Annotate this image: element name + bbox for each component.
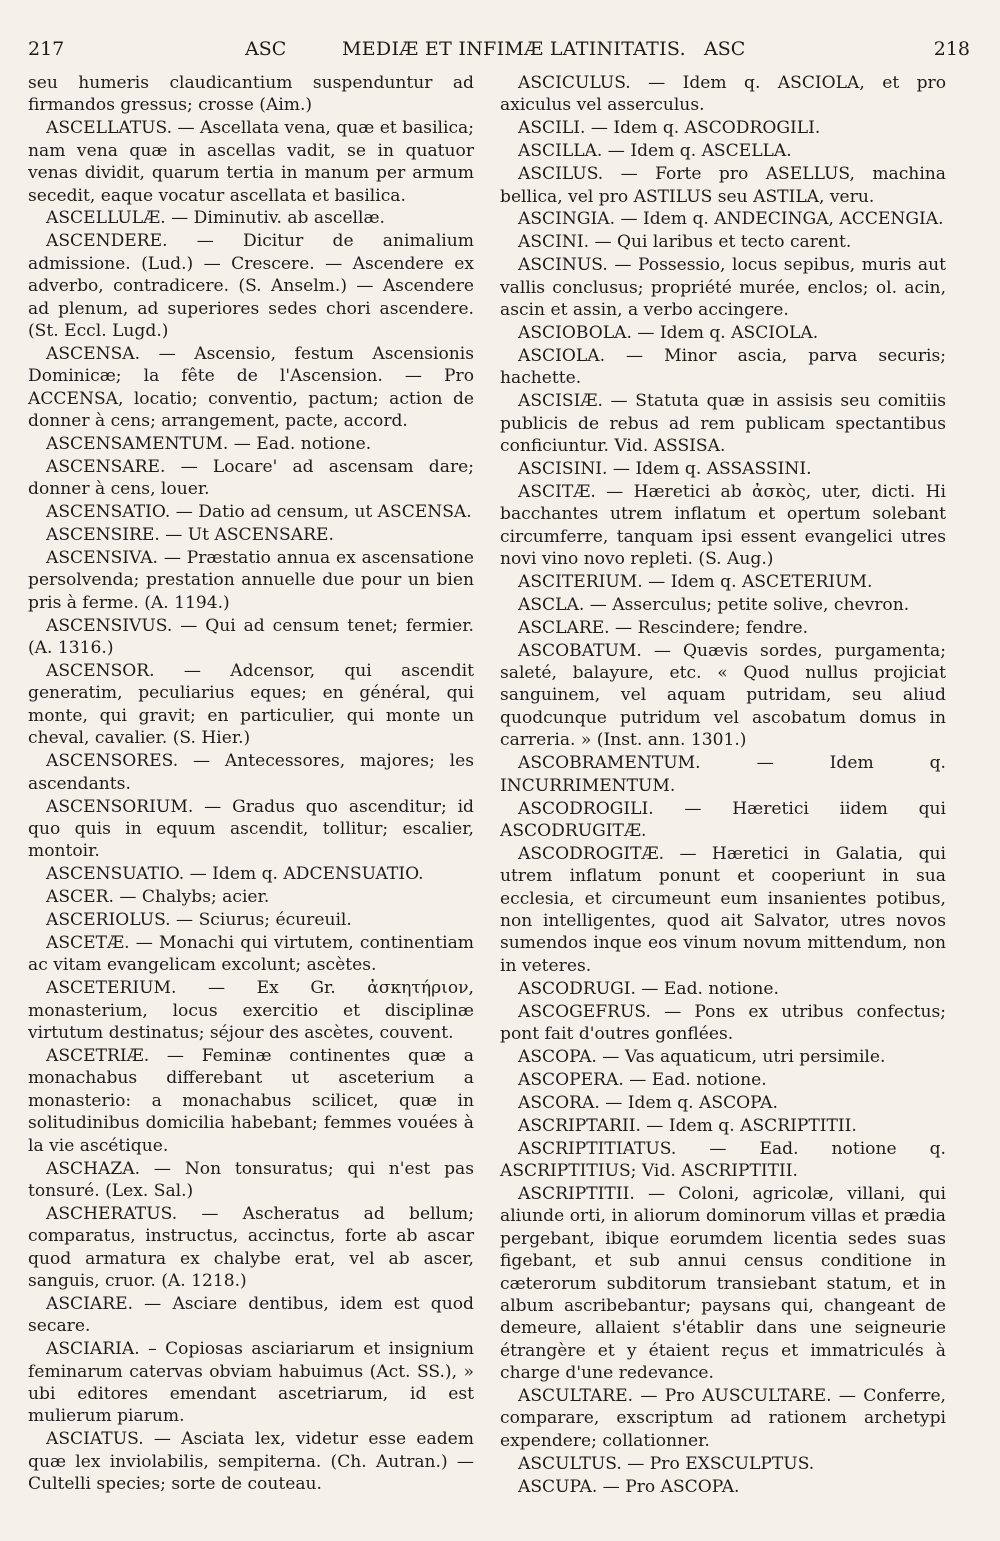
left-guide-word: ASC: [245, 38, 287, 60]
dictionary-entry: ASCENSARE. — Locare' ad ascensam dare; donner à cens, louer.: [28, 456, 474, 500]
dictionary-entry: ASCORA. — Idem q. ASCOPA.: [518, 1092, 778, 1113]
dictionary-entry: ASCRIPTARII. — Idem q. ASCRIPTITII.: [518, 1115, 857, 1136]
dictionary-entry: ASCER. — Chalybs; acier.: [46, 887, 270, 908]
dictionary-entry: ASCULTARE. — Pro AUSCULTARE. — Conferre, comparare, exscriptum ad rationem archetypi expendere; collationner.: [500, 1386, 946, 1451]
dictionary-entry: ASCISIÆ. — Statuta quæ in assisis seu comitiis publicis de rebus ad rem publicam spectantibus conficiuntur. Vid. ASSISA.: [500, 391, 946, 456]
dictionary-entry: ASCENSORIUM. — Gradus quo ascenditur; id quo quis in equum ascendit, tollitur; escalier, montoir.: [28, 796, 474, 862]
dictionary-entry: ASCETRIÆ. — Feminæ continentes quæ a monachabus differebant ut asceterium a monasterio: a monachabus scilicet, quæ in solitudinibus domicilia habebant; femmes vouées à la vie ascétique.: [28, 1045, 474, 1156]
dictionary-entry: ASCHERATUS. — Ascheratus ad bellum; comparatus, instructus, accinctus, forte ab ascar quod armatura ex chalybe erat, vel ab ascer, sanguis, cruor. (A. 1218.): [28, 1203, 474, 1292]
running-header: [28, 38, 970, 68]
dictionary-entry: ASCELLATUS. — Ascellata vena, quæ et basilica; nam vena quæ in ascellas vadit, se in quatuor venas dividit, quarum tertia in manum per armum secedit, eaque vocatur ascellata et basilica.: [28, 118, 474, 206]
dictionary-entry: ASCERIOLUS. — Sciurus; écureuil.: [46, 910, 352, 931]
dictionary-entry: ASCENSIRE. — Ut ASCENSARE.: [46, 525, 334, 546]
dictionary-entry: ASCIOBOLA. — Idem q. ASCIOLA.: [518, 322, 819, 343]
dictionary-entry: ASCINUS. — Possessio, locus sepibus, muris aut vallis conclusus; propriété murée, enclos; ol. acin, ascin et assin, a verbo accingere.: [500, 255, 946, 321]
dictionary-entry: ASCHAZA. — Non tonsuratus; qui n'est pas tonsuré. (Lex. Sal.): [28, 1158, 474, 1201]
left-column: [28, 72, 474, 1496]
dictionary-entry: ASCENSATIO. — Datio ad censum, ut ASCENSA.: [46, 502, 472, 523]
dictionary-entry: ASCILUS. — Forte pro ASELLUS, machina bellica, vel pro ASTILUS seu ASTILA, veru.: [500, 164, 946, 207]
dictionary-entry: ASCITERIUM. — Idem q. ASCETERIUM.: [518, 571, 873, 592]
dictionary-entry: ASCIOLA. — Minor ascia, parva securis; hachette.: [500, 345, 946, 389]
dictionary-entry: ASCINGIA. — Idem q. ANDECINGA, ACCENGIA.: [518, 209, 944, 230]
dictionary-entry: ASCODROGITÆ. — Hæretici in Galatia, qui utrem inflatum ponunt et cooperiunt in sua ecclesia, et circumeunt eum insanientes potibus, non intelligentes, quod ait Salvator, utres novos sumendos inque eos vinum novum mittendum, non in veteres.: [500, 843, 946, 976]
dictionary-entry: ASCOBATUM. — Quævis sordes, purgamenta; saleté, balayure, etc. « Quod nullus projiciat sanguinem, vel aquam putridam, seu aliud quodcunque putridum vel ascobatum domus in carreria. » (Inst. ann. 1301.): [500, 640, 946, 751]
dictionary-entry: ASCOBRAMENTUM. — Idem q. INCURRIMENTUM.: [500, 753, 946, 796]
dictionary-entry: ASCETERIUM. — Ex Gr. ἀσκητήριον, monasterium, locus exercitio et disciplinæ virtutum destinatus; séjour des ascètes, couvent.: [28, 978, 474, 1044]
dictionary-entry: ASCENSORES. — Antecessores, majores; les ascendants.: [28, 751, 474, 794]
dictionary-entry: ASCRIPTITII. — Coloni, agricolæ, villani, qui aliunde orti, in aliorum dominorum villas et prædia pergebant, ibique eorumdem licentia sedes suas figebant, et sub annui census conditione in cæterorum subditorum transiebant statum, et in album ascribebantur; paysans qui, changeant de demeure, allaient s'établir dans une seigneurie étrangère et y étaient reçus et immatriculés à charge d'une redevance.: [500, 1183, 946, 1384]
dictionary-entry: ASCILI. — Idem q. ASCODROGILI.: [518, 118, 821, 139]
dictionary-entry: ASCUPA. — Pro ASCOPA.: [518, 1476, 740, 1497]
dictionary-entry: ASCILLA. — Idem q. ASCELLA.: [518, 141, 792, 162]
dictionary-entry: ASCENDERE. — Dicitur de animalium admissione. (Lud.) — Crescere. — Ascendere ex adverbo, contradicere. (S. Anselm.) — Ascendere ad plenum, ad superiores sedes chori ascendere. (St. Eccl. Lugd.): [28, 231, 474, 341]
dictionary-entry: ASCICULUS. — Idem q. ASCIOLA, et pro axiculus vel asserculus.: [500, 73, 946, 116]
dictionary-entry: ASCITÆ. — Hæretici ab ἀσκὸς, uter, dicti. Hi bacchantes utrem inflatum et opertum solebant circumferre, tanquam ipsi essent evangelici utres novi vino novo repleti. (S. Aug.): [500, 481, 946, 570]
running-title: MEDIÆ ET INFIMÆ LATINITATIS.: [342, 38, 686, 60]
right-page-number: 218: [933, 38, 970, 60]
dictionary-entry: ASCENSIVUS. — Qui ad censum tenet; fermier. (A. 1316.): [28, 615, 474, 659]
dictionary-entry: ASCETÆ. — Monachi qui virtutem, continentiam ac vitam evangelicam excolunt; ascètes.: [28, 932, 474, 976]
dictionary-entry: ASCENSAMENTUM. — Ead. notione.: [46, 434, 372, 454]
left-page-number: 217: [28, 38, 65, 60]
dictionary-entry: seu humeris claudicantium suspenduntur ad firmandos gressus; crosse (Aim.): [28, 73, 474, 116]
right-column: [500, 72, 946, 1498]
right-guide-word: ASC: [704, 38, 746, 60]
dictionary-entry: ASCIATUS. — Asciata lex, videtur esse eadem quæ lex inviolabilis, sempiterna. (Ch. Autran.) — Cultelli species; sorte de couteau.: [28, 1429, 474, 1495]
dictionary-entry: ASCRIPTITIATUS. — Ead. notione q. ASCRIPTITIUS; Vid. ASCRIPTITII.: [500, 1138, 946, 1181]
dictionary-entry: ASCENSA. — Ascensio, festum Ascensionis Dominicæ; la fête de l'Ascension. — Pro ACCENSA, locatio; conventio, pactum; action de donner à cens; arrangement, pacte, accord.: [28, 343, 474, 432]
dictionary-entry: ASCULTUS. — Pro EXSCULPTUS.: [518, 1453, 815, 1474]
dictionary-entry: ASCENSIVA. — Præstatio annua ex ascensatione persolvenda; prestation annuelle due pour un bien pris à ferme. (A. 1194.): [28, 548, 474, 613]
dictionary-entry: ASCENSOR. — Adcensor, qui ascendit generatim, peculiarius eques; en général, qui monte, qui gravit; en particulier, qui monte un cheval, cavalier. (S. Hier.): [28, 661, 474, 749]
dictionary-entry: ASCIARE. — Asciare dentibus, idem est quod secare.: [28, 1293, 474, 1337]
dictionary-entry: ASCODRUGI. — Ead. notione.: [518, 978, 779, 999]
dictionary-entry: ASCENSUATIO. — Idem q. ADCENSUATIO.: [46, 864, 424, 885]
dictionary-entry: ASCINI. — Qui laribus et tecto carent.: [518, 232, 852, 253]
dictionary-entry: ASCOPA. — Vas aquaticum, utri persimile.: [518, 1046, 886, 1067]
dictionary-entry: ASCLARE. — Rescindere; fendre.: [518, 617, 809, 638]
dictionary-entry: ASCODROGILI. — Hæretici iidem qui ASCODRUGITÆ.: [500, 798, 946, 841]
dictionary-entry: ASCLA. — Asserculus; petite solive, chevron.: [518, 594, 910, 615]
dictionary-entry: ASCOPERA. — Ead. notione.: [518, 1069, 767, 1090]
dictionary-entry: ASCELLULÆ. — Diminutiv. ab ascellæ.: [46, 208, 385, 229]
dictionary-entry: ASCOGEFRUS. — Pons ex utribus confectus; pont fait d'outres gonflées.: [500, 1001, 946, 1045]
dictionary-entry: ASCISINI. — Idem q. ASSASSINI.: [518, 458, 812, 479]
dictionary-entry: ASCIARIA. – Copiosas asciariarum et insignium feminarum catervas obviam habuimus (Act. SS.), » ubi editores emendant ascetriarum, id est mulierum piarum.: [28, 1339, 474, 1427]
